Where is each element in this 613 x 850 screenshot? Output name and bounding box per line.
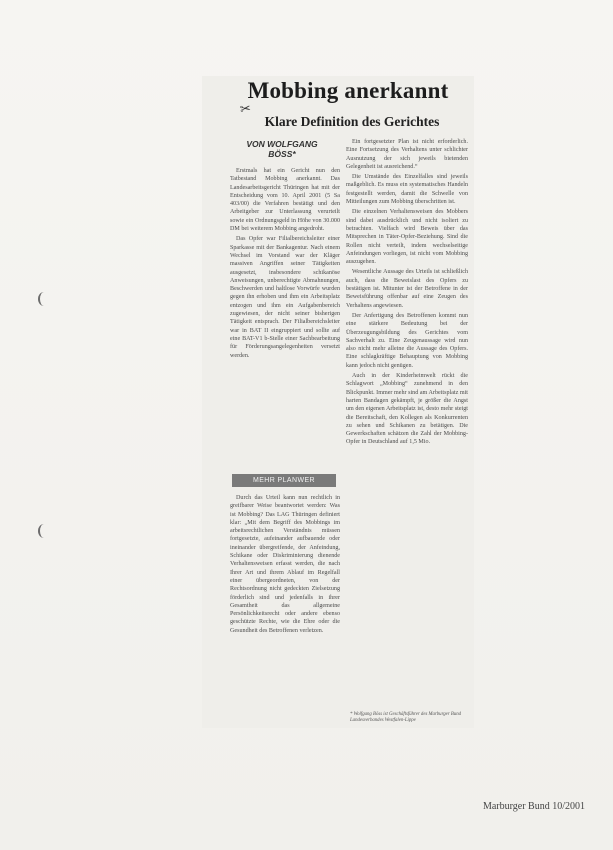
paragraph: Ein fortgesetzter Plan ist nicht erforderlich. Eine Fortsetzung des Verhaltens unter schlichter Ausnutzung der sich jeweils bietenden Gelegenheit ist ausreichend.“ <box>346 139 468 170</box>
paragraph: Auch in der Kinderheimwelt rückt die Schlagwort „Mobbing“ zunehmend in den Blickpunkt. Immer mehr sind am Arbeitsplatz mit harten Bandagen gekämpft, je größer die Angst um den eigenen Arbeitsplatz ist, desto mehr steigt die Bereitschaft, den Kollegen als Konkurrenten zu sehen und Schikanen zu betätigen. Die Gewerkschaften schätzen die Zahl der Mobbing-Opfer in Deutschland auf 1,5 Mio. <box>346 373 468 446</box>
paragraph: Wesentliche Aussage des Urteils ist schließlich auch, dass die Beweislast des Opfers zu bestätigen ist. Mitunter ist der Betroffene in der Beweisführung offenbar auf eine Zeugen des Verhaltens angewiesen. <box>346 269 468 309</box>
article-byline: VON WOLFGANG BÖSS* <box>246 139 318 159</box>
paragraph: Der Anfertigung des Betroffenen kommt nun eine stärkere Bedeutung bei der Überzeugungsbildung des Gerichtes vom Sachverhalt zu. Eine Zeugenaussage wird nun also nicht mehr alleine die Aussage des Opfers. Eine schlagkräftige Behauptung von Mobbing kann jedoch nicht genügen. <box>346 312 468 369</box>
paragraph: Das Opfer war Filialbereichsleiter einer Sparkasse mit der Bankagentur. Nach einem Wechsel im Vorstand war der Kläger massiven Angriffen seiner Tätigkeiten ausgesetzt, insbesondere schikanöse Anweisungen, unberechtigte Abmahnungen, Beschwerden und haltlose Vorwürfe wurden gegen ihn erhoben und ihm ein Arbeitsplatz entzogen und ihm ein Aufgabenbereich zugewiesen, der nicht seiner bisherigen Tätigkeit entsprach. Der Filialbereichsleiter war in BAT II eingruppiert und sollte auf eine BAT-V1 b-Stelle einer Sachbearbeitung für Förderungsangelegenheiten versetzt werden. <box>230 236 340 359</box>
article-column-1-bottom <box>230 494 340 726</box>
paragraph: Erstmals hat ein Gericht nun den Tatbestand Mobbing anerkannt. Das Landesarbeitsgericht Thüringen hat mit der Entscheidung vom 10. April 2001 (5 Sa 403/00) die Verfahren bestätigt und den Arbeitgeber zur Unterlassung verurteilt sowie ein Ordnungsgeld in Höhe von 30.000 DM bei weiterem Mobbing angedroht. <box>230 168 340 233</box>
punch-hole-mark <box>38 524 50 538</box>
article-column-1-top <box>230 167 340 437</box>
scissors-icon: ✂ <box>238 100 252 117</box>
paragraph: Durch das Urteil kann nun rechtlich in greifbarer Weise beantwortet werden: Was ist Mobbing? Das LAG Thüringen definiert klar: „Mit dem Begriff des Mobbings im arbeitsrechtlichen Verständnis müssen fortgesetzte, aufeinander aufbauende oder ineinander übergreifende, der Anfeindung, Schikane oder Diskriminierung dienende Verhaltensweisen erfasst werden, die nach Ihrer Art und ihrem Ablauf im Regelfall einer übergeordneten, von der Rechtsordnung nicht gedeckten Zielsetzung förderlich sind und jedenfalls in ihrer Gesamtheit das allgemeine Persönlichkeitsrecht oder andere ebenso geschützte Rechte, wie die Ehre oder die Gesundheit des Betroffenen verletzen. <box>230 495 340 634</box>
paragraph: Die einzelnen Verhaltensweisen des Mobbers sind dabei ausdrücklich und nicht isoliert zu betrachten. Vielfach wird Beweis über das Mitsprechen in Täter-Opfer-Beziehung. Sind die Rollen nicht verteilt, indem wechselseitige Anfeindungen vorliegen, ist nicht vom Mobbing auszugehen. <box>346 209 468 266</box>
section-crosshead: MEHR PLANWER <box>232 474 336 487</box>
source-citation: Marburger Bund 10/2001 <box>482 801 585 812</box>
article-headline: Mobbing anerkannt <box>247 78 449 103</box>
punch-hole-mark <box>38 292 50 306</box>
author-footnote: * Wolfgang Böss ist Geschäftsführer des Marburger Bund Landesverbandes Westfalen-Lippe <box>350 712 461 723</box>
article-column-2 <box>346 138 468 702</box>
paragraph: Die Umstände des Einzelfalles sind jeweils maßgeblich. Es muss ein systematisches Handeln festgestellt werden, damit die Schwelle von Mitteilungen zum Mobbing überschritten ist. <box>346 174 468 206</box>
article-subheadline: Klare Definition des Gerichtes <box>264 114 440 129</box>
